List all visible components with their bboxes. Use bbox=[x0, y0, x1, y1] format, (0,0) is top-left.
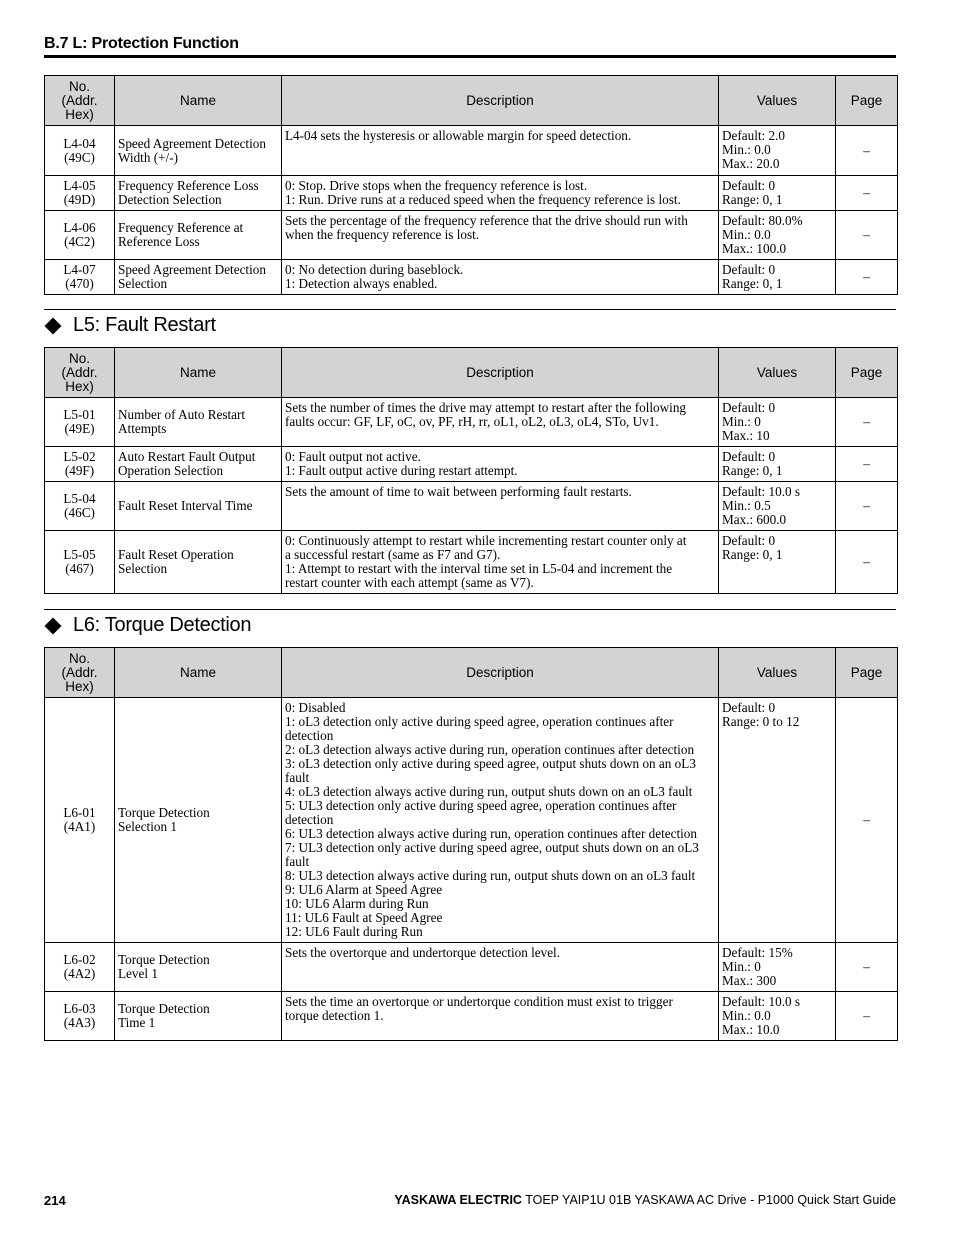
cell-line: Range: 0, 1 bbox=[722, 276, 783, 291]
footer-brand: YASKAWA ELECTRIC bbox=[394, 1193, 522, 1207]
cell-line: Sets the percentage of the frequency reference that the drive should run with bbox=[285, 213, 688, 228]
cell-line: Sets the overtorque and undertorque detection level. bbox=[285, 945, 561, 960]
column-header-line: No. bbox=[68, 78, 90, 94]
parameter-page-cell bbox=[836, 943, 898, 992]
column-header-page: Page bbox=[836, 76, 898, 126]
table-row bbox=[45, 943, 898, 992]
cell-line: Default: 2.0 bbox=[722, 128, 785, 143]
cell-line: L5-04 bbox=[63, 491, 96, 506]
parameter-values-cell bbox=[719, 398, 836, 447]
parameter-description-cell bbox=[282, 698, 719, 943]
parameter-number-cell bbox=[45, 482, 115, 531]
table-row bbox=[45, 447, 898, 482]
cell-line: 9: UL6 Alarm at Speed Agree bbox=[285, 882, 443, 897]
column-header-page: Page bbox=[836, 648, 898, 698]
cell-line: Default: 15% bbox=[722, 945, 793, 960]
cell-line: a successful restart (same as F7 and G7). bbox=[285, 547, 501, 562]
cell-line: (4C2) bbox=[64, 234, 95, 249]
column-header-line: (Addr. bbox=[61, 664, 98, 680]
parameter-number-cell bbox=[45, 943, 115, 992]
cell-line: Default: 0 bbox=[722, 533, 776, 548]
cell-line: Sets the number of times the drive may attempt to restart after the following bbox=[285, 400, 687, 415]
cell-line: (49C) bbox=[64, 149, 95, 165]
cell-line: Attempts bbox=[118, 421, 167, 436]
table-row bbox=[45, 531, 898, 594]
cell-line: Default: 80.0% bbox=[722, 213, 803, 228]
cell-line: Sets the amount of time to wait between performing fault restarts. bbox=[285, 484, 632, 499]
cell-line: – bbox=[863, 812, 870, 827]
page-number: 214 bbox=[44, 1193, 66, 1208]
cell-line: – bbox=[863, 142, 870, 158]
column-header-name: Name bbox=[115, 348, 282, 398]
cell-line: 0: Stop. Drive stops when the frequency reference is lost. bbox=[285, 178, 588, 193]
table-row bbox=[45, 698, 898, 943]
parameter-page-cell bbox=[836, 126, 898, 176]
parameter-values-cell bbox=[719, 260, 836, 295]
parameter-description-cell bbox=[282, 447, 719, 482]
parameter-number-cell bbox=[45, 176, 115, 211]
parameter-number-cell bbox=[45, 398, 115, 447]
cell-line: Max.: 10 bbox=[722, 428, 770, 443]
cell-line: 7: UL3 detection only active during speed agree, output shuts down on an oL3 bbox=[285, 840, 699, 855]
cell-line: when the frequency reference is lost. bbox=[285, 227, 480, 242]
cell-line: L4-06 bbox=[63, 220, 96, 235]
cell-line: 1: Fault output active during restart attempt. bbox=[285, 463, 518, 478]
cell-line: – bbox=[863, 959, 870, 974]
section-title-l6 bbox=[44, 614, 251, 637]
cell-line: Time 1 bbox=[118, 1015, 156, 1030]
cell-line: Speed Agreement Detection bbox=[118, 135, 266, 151]
column-header-line: No. bbox=[68, 650, 90, 666]
cell-line: L6-01 bbox=[63, 805, 96, 820]
cell-line: 0: Continuously attempt to restart while incrementing restart counter only at bbox=[285, 533, 687, 548]
parameter-name-cell bbox=[115, 176, 282, 211]
cell-line: detection bbox=[285, 812, 334, 827]
cell-line: (467) bbox=[65, 561, 94, 576]
column-header-line: No. bbox=[68, 350, 90, 366]
parameter-description-cell bbox=[282, 211, 719, 260]
column-header-no bbox=[45, 648, 115, 698]
table-row bbox=[45, 260, 898, 295]
cell-line: Fault Reset Operation bbox=[118, 547, 234, 562]
cell-line: (46C) bbox=[64, 505, 95, 520]
cell-line: L5-01 bbox=[63, 407, 96, 422]
column-header-line: Hex) bbox=[65, 678, 94, 694]
parameter-values-cell bbox=[719, 126, 836, 176]
cell-line: Max.: 300 bbox=[722, 973, 777, 988]
cell-line: Torque Detection bbox=[118, 1001, 210, 1016]
parameter-number-cell bbox=[45, 447, 115, 482]
section-rule-l5 bbox=[44, 309, 896, 310]
page-header bbox=[44, 35, 896, 53]
column-header-description: Description bbox=[282, 648, 719, 698]
cell-line: Reference Loss bbox=[118, 234, 200, 249]
cell-line: Min.: 0 bbox=[722, 414, 761, 429]
cell-line: 2: oL3 detection always active during run, operation continues after detection bbox=[285, 742, 695, 757]
column-header-page: Page bbox=[836, 348, 898, 398]
cell-line: – bbox=[863, 554, 870, 569]
column-header-line: Hex) bbox=[65, 106, 94, 122]
section-title-text: L5: Fault Restart bbox=[73, 314, 216, 336]
parameter-values-cell bbox=[719, 531, 836, 594]
cell-line: 1: Attempt to restart with the interval time set in L5-04 and increment the bbox=[285, 561, 673, 576]
cell-line: L4-04 bbox=[63, 135, 96, 151]
cell-line: Operation Selection bbox=[118, 463, 224, 478]
cell-line: Max.: 10.0 bbox=[722, 1022, 780, 1037]
parameter-values-cell bbox=[719, 992, 836, 1041]
cell-line: L6-03 bbox=[63, 1001, 96, 1016]
parameter-number-cell bbox=[45, 260, 115, 295]
parameter-number-cell bbox=[45, 992, 115, 1041]
cell-line: (49D) bbox=[63, 192, 96, 207]
cell-line: 10: UL6 Alarm during Run bbox=[285, 896, 429, 911]
page-title: B.7 L: Protection Function bbox=[44, 35, 239, 52]
cell-line: Sets the time an overtorque or undertorque condition must exist to trigger bbox=[285, 994, 673, 1009]
parameter-name-cell bbox=[115, 398, 282, 447]
parameter-description-cell bbox=[282, 176, 719, 211]
cell-line: 1: oL3 detection only active during speed agree, operation continues after bbox=[285, 714, 674, 729]
cell-line: 0: Fault output not active. bbox=[285, 449, 421, 464]
parameter-name-cell bbox=[115, 531, 282, 594]
column-header-values: Values bbox=[719, 348, 836, 398]
parameter-name-cell bbox=[115, 260, 282, 295]
cell-line: Number of Auto Restart bbox=[118, 407, 246, 422]
cell-line: – bbox=[863, 456, 870, 471]
column-header-line: Hex) bbox=[65, 378, 94, 394]
cell-line: – bbox=[863, 185, 870, 200]
parameter-number-cell bbox=[45, 698, 115, 943]
cell-line: Max.: 20.0 bbox=[722, 156, 780, 171]
parameter-name-cell bbox=[115, 211, 282, 260]
parameter-table-l5 bbox=[44, 347, 898, 594]
section-title-l5 bbox=[44, 314, 216, 337]
cell-line: Default: 0 bbox=[722, 262, 776, 277]
column-header-line: (Addr. bbox=[61, 92, 98, 108]
column-header-values: Values bbox=[719, 648, 836, 698]
cell-line: (4A1) bbox=[63, 819, 96, 834]
cell-line: Default: 0 bbox=[722, 400, 776, 415]
page-footer bbox=[394, 1193, 896, 1207]
cell-line: Width (+/-) bbox=[118, 149, 179, 165]
parameter-values-cell bbox=[719, 698, 836, 943]
column-header-description: Description bbox=[282, 348, 719, 398]
parameter-table-l4 bbox=[44, 75, 898, 295]
table-row bbox=[45, 398, 898, 447]
header-rule bbox=[44, 55, 896, 58]
table-row bbox=[45, 176, 898, 211]
diamond-bullet-icon bbox=[45, 617, 62, 634]
cell-line: Default: 10.0 s bbox=[722, 994, 801, 1009]
column-header-no bbox=[45, 76, 115, 126]
cell-line: 8: UL3 detection always active during run, output shuts down on an oL3 fault bbox=[285, 868, 696, 883]
parameter-name-cell bbox=[115, 482, 282, 531]
parameter-description-cell bbox=[282, 943, 719, 992]
cell-line: 1: Detection always enabled. bbox=[285, 276, 438, 291]
parameter-description-cell bbox=[282, 482, 719, 531]
cell-line: Selection bbox=[118, 561, 168, 576]
cell-line: L4-07 bbox=[63, 262, 96, 277]
parameter-page-cell bbox=[836, 992, 898, 1041]
cell-line: – bbox=[863, 1008, 870, 1023]
parameter-page-cell bbox=[836, 398, 898, 447]
cell-line: Max.: 100.0 bbox=[722, 241, 787, 256]
parameter-name-cell bbox=[115, 447, 282, 482]
parameter-description-cell bbox=[282, 260, 719, 295]
cell-line: – bbox=[863, 498, 870, 513]
parameter-page-cell bbox=[836, 260, 898, 295]
parameter-page-cell bbox=[836, 482, 898, 531]
cell-line: Frequency Reference Loss bbox=[118, 178, 259, 193]
table-header-row bbox=[45, 648, 898, 698]
cell-line: 5: UL3 detection only active during speed agree, operation continues after bbox=[285, 798, 677, 813]
cell-line: Default: 0 bbox=[722, 178, 776, 193]
cell-line: Torque Detection bbox=[118, 805, 210, 820]
parameter-description-cell bbox=[282, 126, 719, 176]
cell-line: fault bbox=[285, 770, 310, 785]
cell-line: Auto Restart Fault Output bbox=[118, 449, 256, 464]
section-rule-l6 bbox=[44, 609, 896, 610]
cell-line: 12: UL6 Fault during Run bbox=[285, 924, 423, 939]
parameter-page-cell bbox=[836, 531, 898, 594]
parameter-values-cell bbox=[719, 211, 836, 260]
table-header-row bbox=[45, 76, 898, 126]
cell-line: (4A3) bbox=[63, 1015, 96, 1030]
cell-line: Speed Agreement Detection bbox=[118, 262, 266, 277]
parameter-values-cell bbox=[719, 447, 836, 482]
column-header-name: Name bbox=[115, 648, 282, 698]
parameter-values-cell bbox=[719, 482, 836, 531]
cell-line: L4-05 bbox=[63, 178, 96, 193]
parameter-number-cell bbox=[45, 211, 115, 260]
cell-line: Selection 1 bbox=[118, 819, 177, 834]
column-header-values: Values bbox=[719, 76, 836, 126]
cell-line: Min.: 0.5 bbox=[722, 498, 771, 513]
parameter-description-cell bbox=[282, 531, 719, 594]
cell-line: Max.: 600.0 bbox=[722, 512, 787, 527]
cell-line: Fault Reset Interval Time bbox=[118, 498, 253, 513]
parameter-page-cell bbox=[836, 447, 898, 482]
cell-line: Default: 0 bbox=[722, 700, 776, 715]
cell-line: restart counter with each attempt (same as V7). bbox=[285, 575, 534, 590]
cell-line: detection bbox=[285, 728, 334, 743]
cell-line: L5-02 bbox=[63, 449, 96, 464]
cell-line: – bbox=[863, 269, 870, 284]
parameter-name-cell bbox=[115, 126, 282, 176]
column-header-description: Description bbox=[282, 76, 719, 126]
table-row bbox=[45, 126, 898, 176]
cell-line: Torque Detection bbox=[118, 952, 210, 967]
cell-line: Min.: 0.0 bbox=[722, 1008, 771, 1023]
cell-line: Frequency Reference at bbox=[118, 220, 244, 235]
section-title-text: L6: Torque Detection bbox=[73, 614, 252, 636]
cell-line: Min.: 0 bbox=[722, 959, 761, 974]
cell-line: Selection bbox=[118, 276, 168, 291]
table-row bbox=[45, 992, 898, 1041]
cell-line: torque detection 1. bbox=[285, 1008, 384, 1023]
cell-line: Range: 0, 1 bbox=[722, 547, 783, 562]
parameter-page-cell bbox=[836, 698, 898, 943]
parameter-description-cell bbox=[282, 398, 719, 447]
cell-line: Min.: 0.0 bbox=[722, 227, 771, 242]
cell-line: L4-04 sets the hysteresis or allowable margin for speed detection. bbox=[285, 128, 632, 143]
cell-line: Range: 0, 1 bbox=[722, 463, 783, 478]
cell-line: L6-02 bbox=[63, 952, 96, 967]
table-row bbox=[45, 211, 898, 260]
cell-line: (49F) bbox=[64, 463, 95, 478]
parameter-number-cell bbox=[45, 126, 115, 176]
cell-line: (4A2) bbox=[63, 966, 96, 981]
cell-line: – bbox=[863, 227, 870, 242]
cell-line: Range: 0 to 12 bbox=[722, 714, 800, 729]
column-header-name: Name bbox=[115, 76, 282, 126]
cell-line: faults occur: GF, LF, oC, ov, PF, rH, rr, oL1, oL2, oL3, oL4, STo, Uv1. bbox=[285, 414, 659, 429]
cell-line: Min.: 0.0 bbox=[722, 142, 771, 157]
diamond-bullet-icon bbox=[45, 317, 62, 334]
cell-line: 3: oL3 detection only active during speed agree, output shuts down on an oL3 bbox=[285, 756, 696, 771]
cell-line: 1: Run. Drive runs at a reduced speed when the frequency reference is lost. bbox=[285, 192, 681, 207]
parameter-description-cell bbox=[282, 992, 719, 1041]
cell-line: Default: 0 bbox=[722, 449, 776, 464]
cell-line: (470) bbox=[65, 276, 94, 291]
parameter-page-cell bbox=[836, 211, 898, 260]
parameter-values-cell bbox=[719, 943, 836, 992]
column-header-line: (Addr. bbox=[61, 364, 98, 380]
parameter-values-cell bbox=[719, 176, 836, 211]
cell-line: Default: 10.0 s bbox=[722, 484, 801, 499]
cell-line: 0: Disabled bbox=[285, 700, 346, 715]
cell-line: (49E) bbox=[64, 421, 95, 436]
cell-line: 11: UL6 Fault at Speed Agree bbox=[285, 910, 443, 925]
cell-line: 0: No detection during baseblock. bbox=[285, 262, 464, 277]
parameter-name-cell bbox=[115, 943, 282, 992]
parameter-page-cell bbox=[836, 176, 898, 211]
footer-document-title: TOEP YAIP1U 01B YASKAWA AC Drive - P1000 Quick Start Guide bbox=[521, 1193, 896, 1207]
column-header-no bbox=[45, 348, 115, 398]
table-header-row bbox=[45, 348, 898, 398]
cell-line: 6: UL3 detection always active during run, operation continues after detection bbox=[285, 826, 697, 841]
parameter-number-cell bbox=[45, 531, 115, 594]
cell-line: Level 1 bbox=[118, 966, 158, 981]
cell-line: L5-05 bbox=[63, 547, 96, 562]
parameter-table-l6 bbox=[44, 647, 898, 1041]
cell-line: fault bbox=[285, 854, 310, 869]
table-row bbox=[45, 482, 898, 531]
cell-line: – bbox=[863, 414, 870, 429]
parameter-name-cell bbox=[115, 698, 282, 943]
cell-line: Detection Selection bbox=[118, 192, 222, 207]
cell-line: Range: 0, 1 bbox=[722, 192, 783, 207]
parameter-name-cell bbox=[115, 992, 282, 1041]
cell-line: 4: oL3 detection always active during run, output shuts down on an oL3 fault bbox=[285, 784, 693, 799]
